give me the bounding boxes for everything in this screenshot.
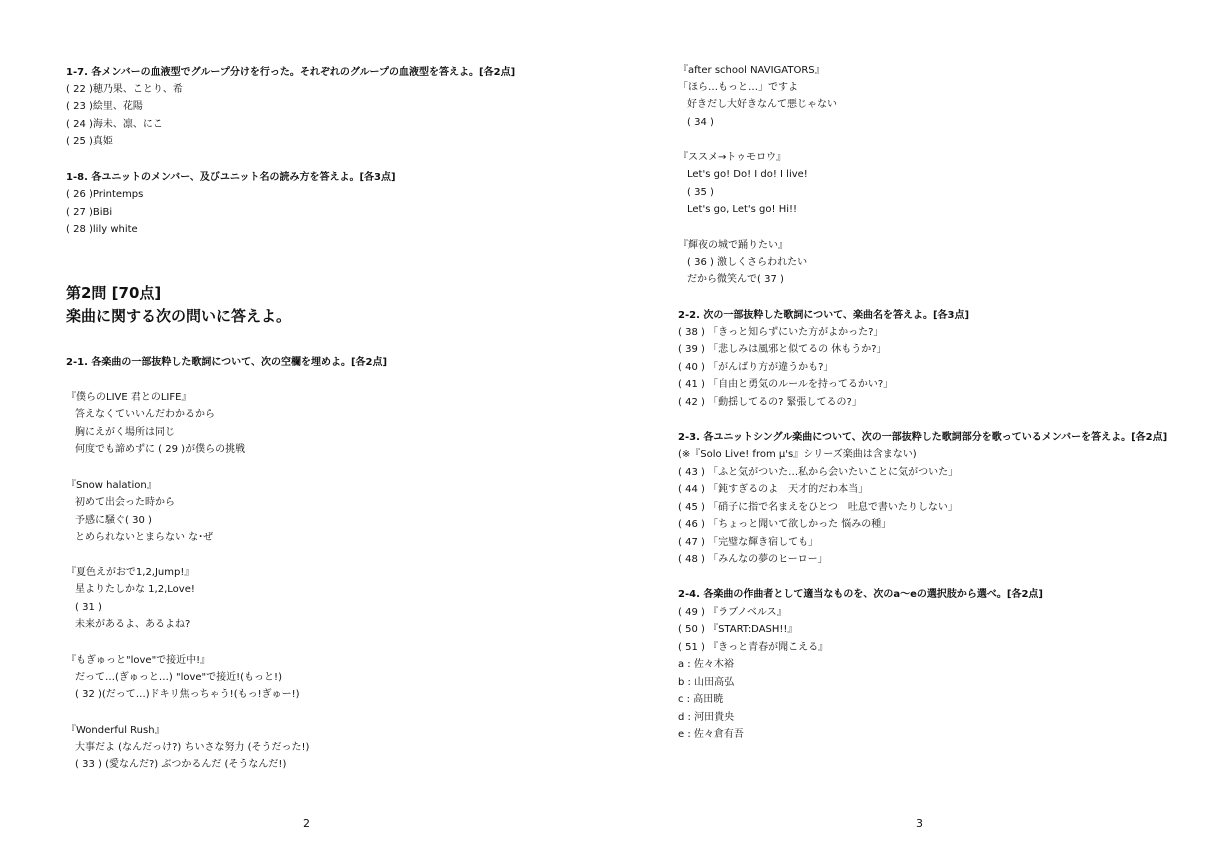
answer-line: ( 39 ) 「悲しみは風邪と似てるの 休もうか?」: [678, 344, 887, 355]
lyric-line: ( 36 ) 激しくさらわれたい: [687, 257, 808, 268]
lyric-line: だから微笑んで( 37 ): [687, 274, 784, 285]
page-right: [678, 0, 1226, 860]
lyric-line: ( 34 ): [687, 117, 714, 128]
answer-line: ( 45 ) 「硝子に指で名まえをひとつ 吐息で書いたりしない」: [678, 502, 958, 513]
song-title: 『夏色えがおで1,2,Jump!』: [66, 567, 195, 578]
answer-line: ( 24 )海未、凛、にこ: [66, 119, 163, 130]
page-number: 3: [916, 817, 923, 830]
lyric-line: 何度でも諦めずに ( 29 )が僕らの挑戦: [75, 444, 246, 455]
choice-item: d : 河田貴央: [678, 712, 735, 723]
question-title: 2-1. 各楽曲の一部抜粋した歌詞について、次の空欄を埋めよ。[各2点]: [66, 357, 388, 368]
answer-line: ( 46 ) 「ちょっと聞いて欲しかった 悩みの種」: [678, 519, 892, 530]
lyric-line: 大事だよ (なんだっけ?) ちいさな努力 (そうだった!): [75, 742, 310, 753]
lyric-line: Let's go! Do! I do! I live!: [687, 169, 808, 180]
answer-line: ( 51 ) 『きっと青春が聞こえる』: [678, 642, 829, 653]
answer-line: ( 41 ) 「自由と勇気のルールを持ってるかい?」: [678, 379, 894, 390]
answer-line: ( 38 ) 「きっと知らずにいた方がよかった?」: [678, 327, 884, 338]
song-title: 『僕らのLIVE 君とのLIFE』: [66, 392, 192, 403]
song-title: 『もぎゅっと"love"で接近中!』: [66, 655, 211, 666]
question-title: 2-2. 次の一部抜粋した歌詞について、楽曲名を答えよ。[各3点]: [678, 310, 970, 321]
answer-line: ( 43 ) 「ふと気がついた…私から会いたいことに気がついた」: [678, 467, 959, 478]
lyric-line: ( 32 )(だって…)ドキリ焦っちゃう!(もっ!ぎゅー!): [75, 689, 300, 700]
answer-line: ( 26 )Printemps: [66, 189, 144, 200]
answer-line: ( 44 ) 「鈍すぎるのよ 天才的だわ本当」: [678, 484, 869, 495]
lyric-line: 初めて出会った時から: [75, 497, 175, 508]
song-title: 『Snow halation』: [66, 480, 157, 491]
lyric-line: 未来があるよ、あるよね?: [75, 619, 191, 630]
lyric-line: とめられないとまらない な･ぜ: [75, 532, 214, 543]
choice-item: a : 佐々木裕: [678, 659, 734, 670]
lyric-line: 答えなくていいんだわかるから: [75, 409, 215, 420]
question-title: 1-7. 各メンバーの血液型でグループ分けを行った。それぞれのグループの血液型を答えよ。[各2点]: [66, 67, 516, 78]
lyric-line: だって…(ぎゅっと…) "love"で接近!(もっと!): [75, 672, 282, 683]
question-title: 1-8. 各ユニットのメンバー、及びユニット名の読み方を答えよ。[各3点]: [66, 172, 396, 183]
question-title: 2-3. 各ユニットシングル楽曲について、次の一部抜粋した歌詞部分を歌っているメンバーを答えよ。[各2点]: [678, 432, 1168, 443]
section-title: 第2問 [70点]: [66, 284, 162, 302]
page-number: 2: [303, 817, 310, 830]
lyric-line: Let's go, Let's go! Hi!!: [687, 204, 798, 215]
lyric-line: ( 31 ): [75, 602, 102, 613]
song-title: 『Wonderful Rush』: [66, 725, 165, 736]
answer-line: ( 49 ) 『ラブノベルス』: [678, 607, 787, 618]
answer-line: ( 25 )真姫: [66, 136, 113, 147]
lyric-line: 星よりたしかな 1,2,Love!: [75, 584, 195, 595]
answer-line: ( 48 ) 「みんなの夢のヒーロー」: [678, 554, 828, 565]
question-title: 2-4. 各楽曲の作曲者として適当なものを、次のa〜eの選択肢から選べ。[各2点]: [678, 589, 1043, 600]
choice-item: c : 高田暁: [678, 694, 724, 705]
lyric-line: 胸にえがく場所は同じ: [75, 427, 175, 438]
choice-item: b : 山田高弘: [678, 677, 735, 688]
answer-line: ( 47 ) 「完璧な輝き宿しても」: [678, 537, 819, 548]
lyric-line: 「ほら…もっと…」ですよ: [678, 82, 798, 93]
answer-line: ( 42 ) 「動揺してるの? 緊張してるの?」: [678, 397, 862, 408]
lyric-line: ( 35 ): [687, 187, 714, 198]
answer-line: ( 28 )lily white: [66, 224, 138, 235]
question-note: (※『Solo Live! from μ's』シリーズ楽曲は含まない): [678, 449, 917, 460]
answer-line: ( 50 ) 『START:DASH!!』: [678, 624, 798, 635]
page-left: [66, 0, 626, 860]
lyric-line: 好きだし大好きなんて悪じゃない: [687, 99, 837, 110]
answer-line: ( 40 ) 「がんばり方が違うかも?」: [678, 362, 834, 373]
section-subtitle: 楽曲に関する次の問いに答えよ。: [66, 307, 292, 325]
answer-line: ( 22 )穂乃果、ことり、希: [66, 84, 183, 95]
song-title: 『after school NAVIGATORS』: [678, 65, 825, 76]
answer-line: ( 23 )絵里、花陽: [66, 101, 143, 112]
song-title: 『輝夜の城で踊りたい』: [678, 240, 788, 251]
lyric-line: 予感に騒ぐ( 30 ): [75, 515, 152, 526]
song-title: 『ススメ→トゥモロウ』: [678, 152, 787, 163]
answer-line: ( 27 )BiBi: [66, 207, 113, 218]
choice-item: e : 佐々倉有吾: [678, 729, 744, 740]
lyric-line: ( 33 ) (愛なんだ?) ぶつかるんだ (そうなんだ!): [75, 759, 287, 770]
